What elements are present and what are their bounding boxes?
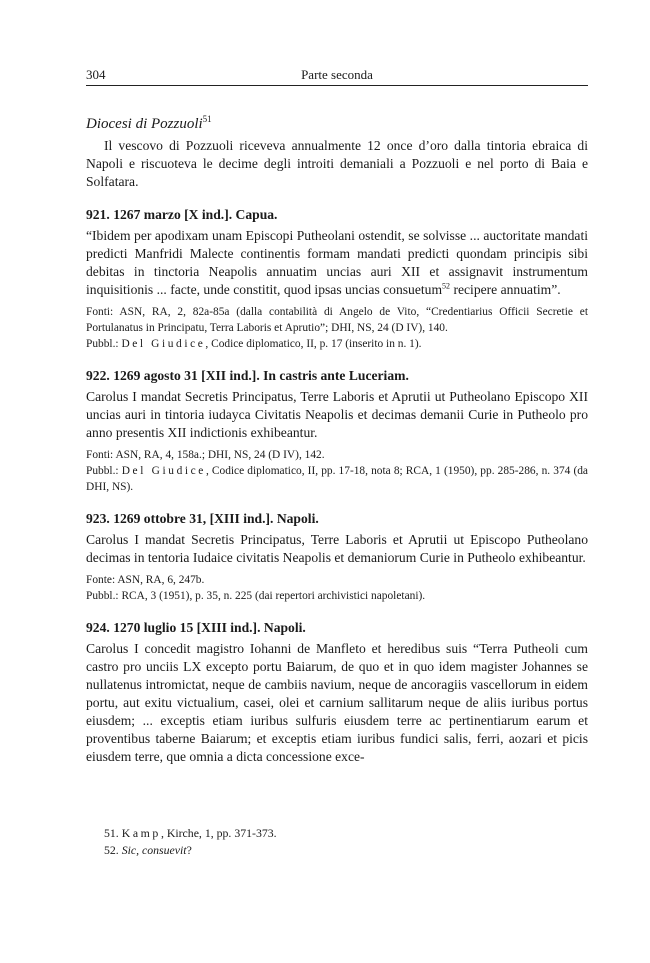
doc-text-922: Carolus I mandat Secretis Principatus, Terre Laboris et Aprutii ut Putheolano Episcopo XII uncias auri in tintoria iudayca Civitatis Neapolis et decimas demanii Curie in Putheolo pro anno presentis XII indictionis exhibeantur. xyxy=(86,389,588,440)
page-body xyxy=(86,114,588,766)
doc-heading-924: 924. 1270 luglio 15 [XIII ind.]. Napoli. xyxy=(86,620,306,635)
header-rule xyxy=(86,85,588,86)
doc-publication-923: Pubbl.: RCA, 3 (1951), p. 35, n. 225 (dai repertori archivistici napoletani). xyxy=(86,590,426,602)
page-number: 304 xyxy=(86,67,106,82)
footnote-52 xyxy=(86,842,588,859)
pubbl-label: Pubbl.: xyxy=(86,465,122,477)
pubbl-label: Pubbl.: xyxy=(86,338,122,350)
footnote-ref-52[interactable]: 52 xyxy=(442,281,451,291)
doc-text-923: Carolus I mandat Secretis Principatus, Terre Laboris et Aprutii ut Episcopo Putheolano decimas in tentoria Iudaice civitatis Neapolis et demaniorum Curie in Putheolo exhibeantur. xyxy=(86,532,588,565)
footnote-ref-51[interactable]: 51 xyxy=(202,114,212,124)
doc-publication-922 xyxy=(86,463,588,495)
doc-text-part: recipere annuatim”. xyxy=(450,282,561,297)
doc-text-924: Carolus I concedit magistro Iohanni de Manfleto et heredibus suis “Terra Putheoli cum castro pro unciis LX excepto portu Baiarum, de quo et in quo idem magister Johannes se nullatenus intromictat, neque de cambiis navium, neque de ancoragiis vascellorum in eidem portu, aut exitu victualium, casei, olei et carnium sallitarum neque de aliis iuribus portus eiusdem; ... exceptis etiam iuribus sulfuris eiusdem terre ac pertinentiarum earum et proventibus taberne Baiarum; et exceptis etiam iuribus fundici salis, ferri, aozari et picis eiusdem terre, que omnia a dicta concessione exce- xyxy=(86,641,588,764)
doc-heading-921: 921. 1267 marzo [X ind.]. Capua. xyxy=(86,207,278,222)
doc-sources-921: Fonti: ASN, RA, 2, 82a-85a (dalla contabilità di Angelo de Vito, “Credentiarius Officii Secretie et Portulanatus in Principatu, Terra Laboris et Aprutio”; DHI, NS, 24 (D IV), 140. xyxy=(86,306,588,334)
footnotes xyxy=(86,825,588,859)
pubbl-author: Del Giudice xyxy=(121,465,206,477)
footnote-text: , Kirche, 1, pp. 371-373. xyxy=(160,826,277,840)
running-head xyxy=(86,66,588,84)
section-title xyxy=(86,114,588,134)
footnote-text: ? xyxy=(186,843,192,857)
doc-heading-923: 923. 1269 ottobre 31, [XIII ind.]. Napoli. xyxy=(86,511,319,526)
footnote-51 xyxy=(86,825,588,842)
footnote-number: 51. xyxy=(104,826,119,840)
pubbl-rest: , Codice diplomatico, II, pp. 17-18, nota 8; RCA, 1 (1950), pp. 285-286, n. 374 (da DHI, NS). xyxy=(86,465,588,493)
doc-heading-922: 922. 1269 agosto 31 [XII ind.]. In castris ante Luceriam. xyxy=(86,368,409,383)
doc-sources-922: Fonti: ASN, RA, 4, 158a.; DHI, NS, 24 (D IV), 142. xyxy=(86,449,325,461)
section-title-text: Diocesi di Pozzuoli xyxy=(86,116,203,132)
footnote-number: 52. xyxy=(104,843,119,857)
doc-text-part: “Ibidem per apodixam unam Episcopi Putheolani ostendit, se solvisse ... auctoritate mandati predicti Manfridi Malecte continentis formam mandati predicti quondam principis sibi debitas in tinctoria Neapolis annuatim uncias auri XII et assignavit instrumentum inquisitionis ... facte, unde constitit, quod ipsas uncias consuetum xyxy=(86,228,588,297)
footnote-italic-text: Sic, consuevit xyxy=(121,843,187,857)
doc-publication-921 xyxy=(86,336,588,352)
pubbl-rest: , Codice diplomatico, II, p. 17 (inserito in n. 1). xyxy=(205,338,422,350)
pubbl-author: Del Giudice xyxy=(121,338,206,350)
doc-text-921 xyxy=(86,227,588,299)
footnote-author: Kamp xyxy=(121,826,161,840)
section-intro: Il vescovo di Pozzuoli riceveva annualmente 12 once d’oro dalla tintoria ebraica di Napoli e riscuoteva le decime degli introiti demaniali a Pozzuoli e nel porto di Baia e Solfatara. xyxy=(86,138,588,189)
running-title: Parte seconda xyxy=(301,67,373,82)
doc-sources-923: Fonte: ASN, RA, 6, 247b. xyxy=(86,574,205,586)
